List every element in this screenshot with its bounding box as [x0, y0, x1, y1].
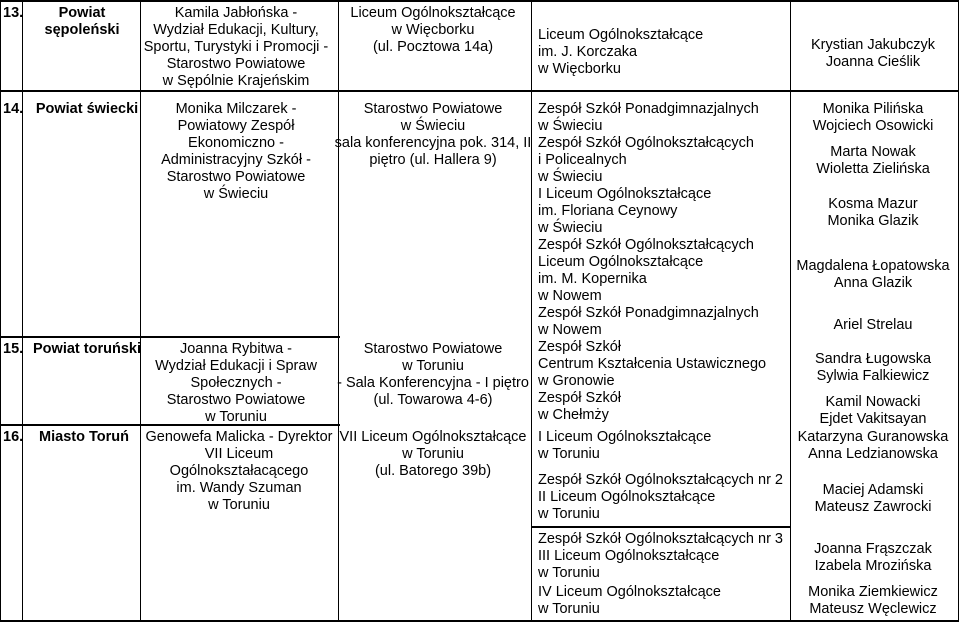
member-name: Sandra Ługowska [814, 351, 932, 367]
member-name: Monika Pilińska [822, 101, 924, 117]
col-border-5 [790, 0, 791, 622]
school-line: w Toruniu [538, 601, 600, 617]
school-line: Zespół Szkół [538, 339, 622, 355]
member-name: Krystian Jakubczyk [810, 37, 936, 53]
school-line: II Liceum Ogólnokształcące [538, 489, 716, 505]
school-line: im. M. Kopernika [538, 271, 647, 287]
member-name: Anna Ledzianowska [808, 446, 938, 462]
venue: sala konferencyjna pok. 314, II [334, 135, 532, 151]
contact-person: Genowefa Malicka - Dyrektor [145, 429, 333, 445]
school-line: w Więcborku [538, 61, 621, 77]
school-line: w Świeciu [538, 169, 603, 185]
member-name: Katarzyna Guranowska [797, 429, 949, 445]
member-name: Mateusz Węclewicz [809, 601, 937, 617]
school-line: Zespół Szkół Ogólnokształcących nr 2 [538, 472, 783, 488]
contact-person: Społecznych - [190, 375, 282, 391]
school-line: w Świeciu [538, 118, 603, 134]
school-line: Zespół Szkół Ponadgimnazjalnych [538, 305, 759, 321]
school-line: w Toruniu [538, 565, 600, 581]
contact-person: Starostwo Powiatowe [166, 169, 306, 185]
venue: w Toruniu [402, 358, 464, 374]
contact-person: Wydział Edukacji, Kultury, [153, 22, 319, 38]
school-line: Zespół Szkół Ponadgimnazjalnych [538, 101, 759, 117]
contact-person: w Toruniu [205, 409, 267, 425]
school-line: IV Liceum Ogólnokształcące [538, 584, 721, 600]
contact-person: Wydział Edukacji i Spraw [155, 358, 317, 374]
venue: Starostwo Powiatowe [363, 341, 503, 357]
school-line: w Chełmży [538, 407, 609, 423]
member-name: Marta Nowak [830, 144, 916, 160]
col-border-0 [0, 0, 1, 622]
school-line: I Liceum Ogólnokształcące [538, 186, 712, 202]
school-line: Zespół Szkół [538, 390, 622, 406]
school-line: III Liceum Ogólnokształcące [538, 548, 720, 564]
member-name: Wioletta Zielińska [816, 161, 930, 177]
school-line: Zespół Szkół Ogólnokształcących [538, 237, 754, 253]
venue: (ul. Batorego 39b) [374, 463, 492, 479]
school-line: im. Floriana Ceynowy [538, 203, 678, 219]
row-number: 15. [3, 341, 24, 357]
contact-person: Sportu, Turystyki i Promocji - [143, 39, 329, 55]
venue: (ul. Pocztowa 14a) [372, 39, 494, 55]
member-name: Maciej Adamski [822, 482, 924, 498]
member-name: Ariel Strelau [833, 317, 913, 333]
school-line: w Gronowie [538, 373, 615, 389]
contact-person: Powiatowy Zespół [177, 118, 295, 134]
venue: w Toruniu [402, 446, 464, 462]
member-name: Kamil Nowacki [825, 394, 921, 410]
col-border-4 [531, 0, 532, 622]
venue: Liceum Ogólnokształcące [350, 5, 516, 21]
contact-person: im. Wandy Szuman [176, 480, 302, 496]
table-top-border [0, 0, 959, 2]
row-number: 13. [3, 5, 24, 21]
venue: - Sala Konferencyjna - I piętro [337, 375, 529, 391]
venue: piętro (ul. Hallera 9) [369, 152, 497, 168]
member-name: Wojciech Osowicki [812, 118, 934, 134]
contact-person: Kamila Jabłońska - [174, 5, 298, 21]
school-line: Zespół Szkół Ogólnokształcących [538, 135, 754, 151]
contact-person: w Sępólnie Krajeńskim [162, 73, 310, 89]
contact-person: Monika Milczarek - [175, 101, 297, 117]
powiat-name: Powiat świecki [35, 101, 139, 117]
contact-person: Ekonomiczno - [188, 135, 284, 151]
school-line: Centrum Kształcenia Ustawicznego [538, 356, 767, 372]
venue: VII Liceum Ogólnokształcące [339, 429, 527, 445]
row-separator-13-14 [0, 90, 959, 92]
powiat-name: sępoleński [44, 22, 120, 38]
powiat-name: Powiat [58, 5, 106, 21]
school-line: w Toruniu [538, 446, 600, 462]
contact-person: Starostwo Powiatowe [166, 56, 306, 72]
member-name: Izabela Mrozińska [814, 558, 932, 574]
school-line: Liceum Ogólnokształcące [538, 254, 704, 270]
contact-person: w Toruniu [208, 497, 270, 513]
powiat-name: Powiat toruński [33, 341, 141, 357]
school-line: Liceum Ogólnokształcące [538, 27, 704, 43]
member-name: Mateusz Zawrocki [814, 499, 932, 515]
school-line: w Świeciu [538, 220, 603, 236]
member-name: Joanna Frąszczak [814, 541, 932, 557]
school-line: I Liceum Ogólnokształcące [538, 429, 712, 445]
venue: w Świeciu [400, 118, 466, 134]
member-name: Anna Glazik [833, 275, 913, 291]
school-line: w Toruniu [538, 506, 600, 522]
venue: (ul. Towarowa 4-6) [373, 392, 493, 408]
member-name: Sylwia Falkiewicz [816, 368, 930, 384]
school-line: w Nowem [538, 288, 602, 304]
col-border-1 [22, 0, 23, 622]
col-border-3 [338, 0, 339, 622]
row-number: 16. [3, 429, 24, 445]
col-border-2 [140, 0, 141, 622]
member-name: Kosma Mazur [828, 196, 918, 212]
contact-person: Ogólnokształacącego [169, 463, 309, 479]
row-separator-14-15 [0, 336, 340, 338]
venue: w Więcborku [391, 22, 475, 38]
member-name: Monika Glazik [827, 213, 919, 229]
member-name: Ejdet Vakitsayan [819, 411, 927, 427]
row-separator-16-end-schools [532, 526, 790, 528]
contact-person: Starostwo Powiatowe [166, 392, 306, 408]
member-name: Joanna Cieślik [825, 54, 921, 70]
school-line: i Policealnych [538, 152, 627, 168]
member-name: Monika Ziemkiewicz [808, 584, 938, 600]
school-line: w Nowem [538, 322, 602, 338]
school-line: im. J. Korczaka [538, 44, 638, 60]
row-separator-15-16 [0, 424, 340, 426]
venue: Starostwo Powiatowe [363, 101, 503, 117]
contact-person: Joanna Rybitwa - [179, 341, 293, 357]
powiat-name: Miasto Toruń [39, 429, 129, 445]
contact-person: Administracyjny Szkół - [161, 152, 311, 168]
contact-person: w Świeciu [203, 186, 269, 202]
school-line: Zespół Szkół Ogólnokształcących nr 3 [538, 531, 783, 547]
contact-person: VII Liceum [204, 446, 274, 462]
member-name: Magdalena Łopatowska [796, 258, 950, 274]
row-number: 14. [3, 101, 24, 117]
